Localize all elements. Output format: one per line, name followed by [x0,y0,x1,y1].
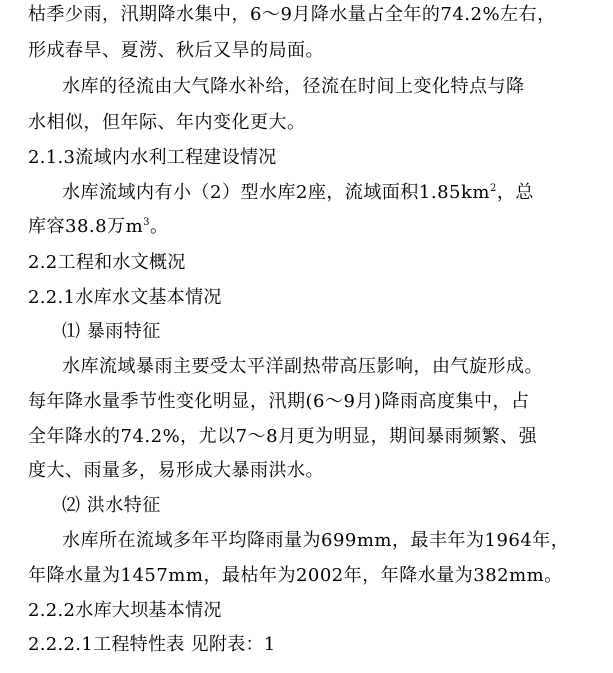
superscript: 3 [143,217,151,228]
section-heading-2-2: 2.2工程和水文概况 [28,252,186,273]
paragraph-text: ，总 [496,182,534,203]
section-heading-2-2-2: 2.2.2水库大坝基本情况 [28,600,222,621]
sub-heading-rainstorm: ⑴ 暴雨特征 [62,321,161,342]
sub-heading-flood: ⑵ 洪水特征 [62,495,161,516]
paragraph-line: 形成春旱、夏涝、秋后又旱的局面。 [28,40,324,61]
paragraph-text: 水库流域内有小（2）型水库2座，流域面积1.85km [62,182,490,203]
paragraph-line: 全年降水的74.2%，尤以7～8月更为明显，期间暴雨频繁、强 [28,426,538,447]
paragraph-line: 度大、雨量多，易形成大暴雨洪水。 [28,460,324,481]
paragraph-line [62,178,534,208]
paragraph-text: 库容38.8万m [28,216,144,237]
paragraph-line: 水相似，但年际、年内变化更大。 [28,112,306,133]
section-heading-2-2-2-1: 2.2.2.1工程特性表 见附表：1 [28,634,276,655]
paragraph-line: 水库所在流域多年平均降雨量为699mm，最丰年为1964年， [62,530,570,551]
paragraph-line: 枯季少雨，汛期降水集中，6～9月降水量占全年的74.2%左右， [28,4,556,25]
paragraph-line [28,212,169,242]
section-heading-2-1-3: 2.1.3流域内水利工程建设情况 [28,147,277,168]
paragraph-text: 。 [150,216,169,237]
section-heading-2-2-1: 2.2.1水库水文基本情况 [28,287,222,308]
superscript: 2 [489,183,497,194]
paragraph-line: 水库流域暴雨主要受太平洋副热带高压影响，由气旋形成。 [62,356,543,377]
paragraph-line: 每年降水量季节性变化明显，汛期(6～9月)降雨高度集中，占 [28,391,530,412]
paragraph-line: 年降水量为1457mm，最枯年为2002年，年降水量为382mm。 [28,565,563,586]
paragraph-line: 水库的径流由大气降水补给，径流在时间上变化特点与降 [62,76,525,97]
